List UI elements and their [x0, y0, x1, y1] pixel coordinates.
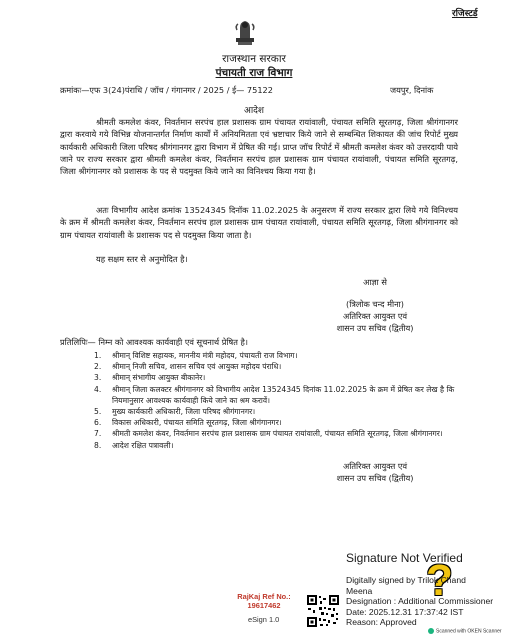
list-item: 7. श्रीमती कमलेश कंवर, निवर्तमान सरपंच हाल प्रशासक ग्राम पंचायत रायांवाली, पंचायत समिति सूरतगढ़, जिला श्रीगंगानगर।	[94, 429, 443, 439]
rajkaj-reference	[234, 592, 294, 610]
list-item: 3. श्रीमान् संभागीय आयुक्त बीकानेर।	[94, 373, 206, 383]
government-name: राजस्थान सरकार	[222, 53, 286, 65]
signature-line-4: Date: 2025.12.31 17:37:42 IST	[346, 606, 464, 617]
order-paragraph-2: अतः विभागीय आदेश क्रमांक 13524345 दिनॉक 11.02.2025 के अनुसरण में राज्य सरकार द्वारा लिये गये विनिश्चय के क्रम में श्रीमती कमलेश कंवर, निवर्तमान सरपंच हाल प्रशासक ग्राम पंचायत रायांवाली, पंचायत समिति सूरतगढ़, जिला श्रीगंगानगर को ग्राम पंचायत रायांवाली के प्रशासक पद से पदमुक्त किया जाता है।	[60, 205, 458, 240]
signature-line-5: Reason: Approved	[346, 617, 417, 628]
registered-stamp-label: रजिस्टर्ड	[452, 9, 478, 19]
signature-status: Signature Not Verified	[346, 551, 463, 565]
qr-code-icon[interactable]	[306, 594, 340, 628]
list-item: 8. आदेश रक्षित पत्रावली।	[94, 440, 174, 450]
list-item: 2. श्रीमान् निजी सचिव, शासन सचिव एवं आयुक्त महोदय पंराधि।	[94, 362, 282, 372]
signature-line-3: Designation : Additional Commissioner	[346, 596, 494, 607]
digital-signature-block[interactable]	[346, 551, 506, 628]
signatory-name: (त्रिलोक चन्द मीना)	[346, 299, 404, 309]
list-item: 6. विकास अधिकारी, पंचायत समिति सूरतगढ़, जिला श्रीगंगानगर।	[94, 418, 282, 428]
signatory-title-1: अतिरिक्त आयुक्त एवं	[342, 311, 408, 321]
signatory-block	[300, 298, 450, 334]
department-name: पंचायती राज विभाग	[215, 67, 293, 79]
order-title: आदेश	[243, 106, 265, 116]
scanner-text: Scanned with OKEN Scanner	[436, 628, 502, 635]
state-emblem-icon	[232, 16, 258, 46]
order-paragraph-1: श्रीमती कमलेश कंवर, निवर्तमान सरपंच हाल प्रशासक ग्राम पंचायत रायांवाली, पंचायत समिति सूरतगढ़, जिला श्रीगंगानगर द्वारा करवाये गये विभिन्न योजनान्तर्गत निर्माण कार्यों में अनियमितता एवं भ्रष्टाचार किये जाने से सम्बन्धित शिकायत की जांच रिपोर्ट मुख्य कार्यकारी अधिकारी जिला परिषद श्रीगंगानगर द्वारा विभाग में प्रेषित की गई। प्राप्त जॉच रिपोर्ट में श्रीमती कमलेश कंवर को उत्तरदायी पाये जाने पर राज्य सरकार द्वारा श्रीमती कमलेश कंवर, निवर्तमान सरपंच हाल प्रशासक ग्राम पंचायत रायांवाली, पंचायत समिति सूरतगढ़, जिला श्रीगंगानगर को प्रशासक के पद से पदमुक्त किये जाने का विनिश्चय किया गया है।	[60, 117, 458, 177]
copy-to-intro: प्रतिलिपिः— निम्न को आवश्यक कार्यवाही एवं सूचनार्थ प्रेषित है।	[60, 337, 249, 347]
copy-signatory-block	[300, 460, 450, 484]
reference-number: क्रमांकः—एफ 3(24)पंराधि / जॉच / गंगानगर / 2025 / ई— 75122	[60, 85, 273, 95]
by-order-label: आज्ञा से	[363, 277, 387, 287]
place-date: जयपुर, दिनांक	[390, 85, 434, 95]
rajkaj-number: 19617462	[247, 601, 281, 610]
copy-signatory-title-1: अतिरिक्त आयुक्त एवं	[342, 461, 408, 471]
scanner-watermark	[428, 628, 502, 634]
esign-label: eSign 1.0	[248, 615, 280, 624]
rajkaj-label: RajKaj Ref No.:	[237, 592, 291, 601]
copy-signatory-title-2: शासन उप सचिव (द्वितीय)	[336, 473, 414, 483]
list-item: 1. श्रीमान् विशिष्ट सहायक, माननीय मंत्री महोदय, पंचायती राज विभाग।	[94, 351, 298, 360]
copy-to-list	[94, 350, 464, 451]
signatory-title-2: शासन उप सचिव (द्वितीय)	[336, 323, 414, 333]
signature-line-1: Digitally signed by Trilok Chand	[346, 575, 466, 585]
question-mark-icon: ?	[426, 556, 453, 605]
scanner-logo-icon	[428, 628, 434, 634]
order-paragraph-3: यह सक्षम स्तर से अनुमोदित है।	[96, 254, 188, 264]
list-item: 4. श्रीमान् जिला कलक्टर श्रीगंगानगर को विभागीय आदेश 13524345 दिनांक 11.02.2025 के क्रम में प्रेषित कर लेख है कि नियमानुसार आवश्यक कार्यवाही किये जाने का श्रम करावें।	[94, 384, 455, 405]
list-item: 5. मुख्य कार्यकारी अधिकारी, जिला परिषद श्रीगंगानगर।	[94, 407, 256, 417]
signature-line-2: Meena	[346, 585, 373, 596]
